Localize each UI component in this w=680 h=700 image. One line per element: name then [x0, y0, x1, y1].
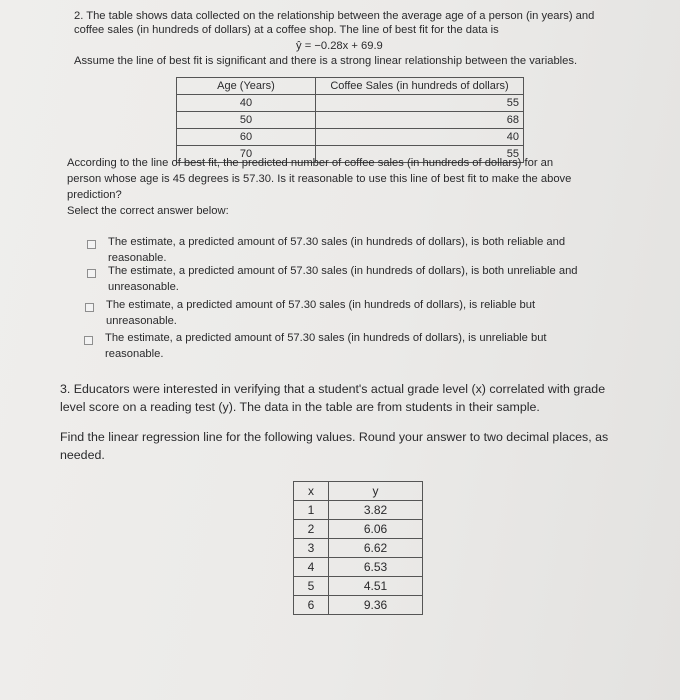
- age-cell: 50: [177, 112, 316, 129]
- y-cell: 6.53: [329, 558, 423, 577]
- header-coffee-sales: Coffee Sales (in hundreds of dollars): [316, 78, 524, 95]
- sales-cell: 40: [316, 129, 524, 146]
- table-row: [294, 596, 423, 615]
- table-row: [294, 501, 423, 520]
- option-1-checkbox[interactable]: [87, 240, 96, 249]
- x-cell: 5: [294, 577, 329, 596]
- x-cell: 4: [294, 558, 329, 577]
- q2-follow-line-3: prediction?: [67, 189, 122, 201]
- x-cell: 1: [294, 501, 329, 520]
- option-3-checkbox[interactable]: [85, 303, 94, 312]
- coffee-sales-table: [176, 77, 524, 163]
- header-x: x: [294, 482, 329, 501]
- y-cell: 6.62: [329, 539, 423, 558]
- x-cell: 6: [294, 596, 329, 615]
- q3-instruction-line-1: Find the linear regression line for the following values. Round your answer to two decimal places, as: [60, 430, 609, 444]
- age-cell: 40: [177, 95, 316, 112]
- x-cell: 3: [294, 539, 329, 558]
- option-1-text-line-1[interactable]: The estimate, a predicted amount of 57.30 sales (in hundreds of dollars), is both reliable and: [108, 236, 566, 248]
- sales-cell: 68: [316, 112, 524, 129]
- q2-follow-line-2: person whose age is 45 degrees is 57.30. Is it reasonable to use this line of best fit to make the above: [67, 173, 572, 185]
- q3-prompt-line-1: 3. Educators were interested in verifying that a student's actual grade level (x) correlated with grade: [60, 382, 606, 396]
- header-age: Age (Years): [177, 78, 316, 95]
- q2-prompt-line-1: 2. The table shows data collected on the relationship between the average age of a person (in years) and: [74, 10, 595, 22]
- option-3-text-line-2[interactable]: unreasonable.: [106, 315, 177, 327]
- q2-equation: ŷ = −0.28x + 69.9: [296, 40, 383, 52]
- y-cell: 6.06: [329, 520, 423, 539]
- table-header-row: [294, 482, 423, 501]
- y-cell: 4.51: [329, 577, 423, 596]
- age-cell: 70: [177, 146, 316, 163]
- q2-assumption: Assume the line of best fit is significant and there is a strong linear relationship between the variables.: [74, 55, 578, 67]
- q2-follow-line-1: According to the line of best fit, the predicted number of coffee sales (in hundreds of dollars) for an: [67, 157, 554, 169]
- option-2-text-line-1[interactable]: The estimate, a predicted amount of 57.30 sales (in hundreds of dollars), is both unreliable and: [108, 265, 578, 277]
- table-row: [294, 539, 423, 558]
- q3-prompt-line-2: level score on a reading test (y). The data in the table are from students in their sample.: [60, 400, 540, 414]
- y-cell: 9.36: [329, 596, 423, 615]
- table-row: [177, 112, 524, 129]
- q2-select-label: Select the correct answer below:: [67, 205, 229, 217]
- option-4-text-line-1[interactable]: The estimate, a predicted amount of 57.30 sales (in hundreds of dollars), is unreliable but: [105, 332, 547, 344]
- option-2-text-line-2[interactable]: unreasonable.: [108, 281, 179, 293]
- sales-cell: 55: [316, 95, 524, 112]
- option-4-text-line-2[interactable]: reasonable.: [105, 348, 164, 360]
- header-y: y: [329, 482, 423, 501]
- table-row: [177, 95, 524, 112]
- q3-instruction-line-2: needed.: [60, 448, 105, 462]
- x-cell: 2: [294, 520, 329, 539]
- option-4-checkbox[interactable]: [84, 336, 93, 345]
- option-3-text-line-1[interactable]: The estimate, a predicted amount of 57.30 sales (in hundreds of dollars), is reliable but: [106, 299, 536, 311]
- y-cell: 3.82: [329, 501, 423, 520]
- sales-cell: 55: [316, 146, 524, 163]
- table-row: [294, 558, 423, 577]
- table-header-row: [177, 78, 524, 95]
- table-row: [177, 129, 524, 146]
- option-1-text-line-2[interactable]: reasonable.: [108, 252, 167, 264]
- xy-data-table: [293, 481, 423, 615]
- q2-prompt-line-2: coffee sales (in hundreds of dollars) at a coffee shop. The line of best fit for the data is: [74, 24, 499, 36]
- table-row: [294, 577, 423, 596]
- option-2-checkbox[interactable]: [87, 269, 96, 278]
- table-row: [294, 520, 423, 539]
- age-cell: 60: [177, 129, 316, 146]
